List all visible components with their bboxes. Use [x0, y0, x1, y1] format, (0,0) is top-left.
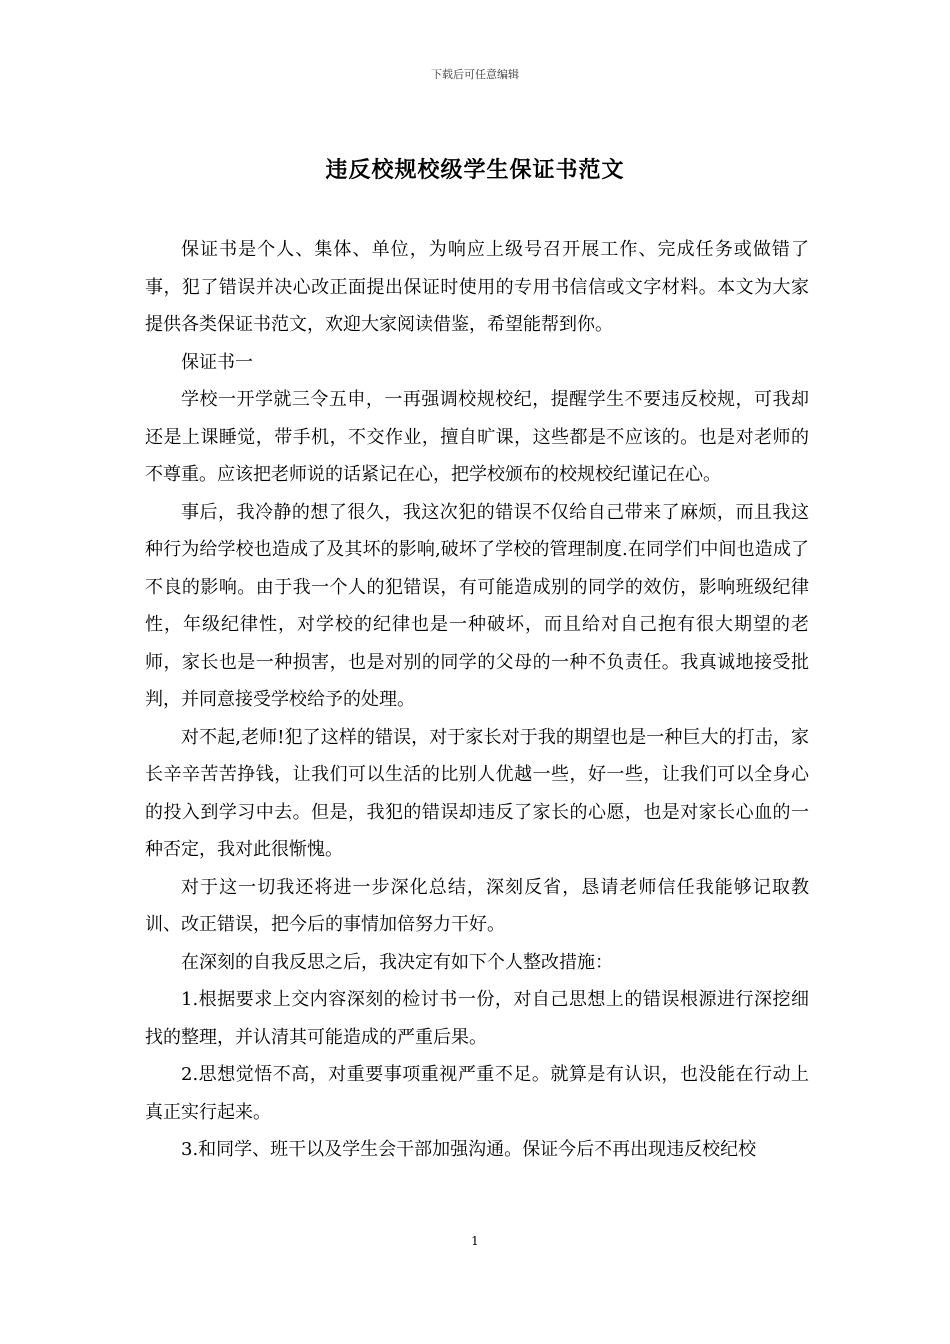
document-title: 违反校规校级学生保证书范文	[325, 157, 625, 183]
paragraph: 在深刻的自我反思之后，我决定有如下个人整改措施：	[181, 951, 613, 973]
paragraph: 对不起,老师!犯了这样的错误，对于家长对于我的期望也是一种巨大的打击，家长辛辛苦苦挣钱，让我们可以生活的比别人优越一些，好一些，让我们可以全身心的投入到学习中去。但是，我犯的错误却违反了家长的心愿，也是对家长心血的一种否定，我对此很惭愧。	[145, 726, 809, 860]
page-number: 1	[471, 1234, 479, 1248]
paragraph: 对于这一切我还将进一步深化总结，深刻反省，恳请老师信任我能够记取教训、改正错误，把今后的事情加倍努力干好。	[145, 876, 809, 935]
header-note: 下载后可任意编辑	[431, 68, 519, 81]
document-body	[145, 231, 809, 1169]
list-item: 1.根据要求上交内容深刻的检讨书一份，对自己思想上的错误根源进行深挖细找的整理，并认清其可能造成的严重后果。	[145, 989, 809, 1048]
section-heading: 保证书一	[181, 351, 253, 373]
list-item: 2.思想觉悟不高，对重要事项重视严重不足。就算是有认识，也没能在行动上真正实行起来。	[145, 1064, 809, 1123]
paragraph: 事后，我冷静的想了很久，我这次犯的错误不仅给自己带来了麻烦，而且我这种行为给学校也造成了及其坏的影响,破坏了学校的管理制度.在同学们中间也造成了不良的影响。由于我一个人的犯错误，有可能造成别的同学的效仿，影响班级纪律性，年级纪律性，对学校的纪律也是一种破坏，而且给对自己抱有很大期望的老师，家长也是一种损害，也是对别的同学的父母的一种不负责任。我真诚地接受批判，并同意接受学校给予的处理。	[145, 501, 809, 710]
paragraph: 学校一开学就三令五申，一再强调校规校纪，提醒学生不要违反校规，可我却还是上课睡觉，带手机，不交作业，擅自旷课，这些都是不应该的。也是对老师的不尊重。应该把老师说的话紧记在心，把学校颁布的校规校纪谨记在心。	[145, 389, 809, 485]
paragraph-intro: 保证书是个人、集体、单位，为响应上级号召开展工作、完成任务或做错了事，犯了错误并决心改正面提出保证时使用的专用书信信或文字材料。本文为大家提供各类保证书范文，欢迎大家阅读借鉴，希望能帮到你。	[145, 239, 809, 335]
list-item: 3.和同学、班干以及学生会干部加强沟通。保证今后不再出现违反校纪校	[181, 1139, 757, 1160]
